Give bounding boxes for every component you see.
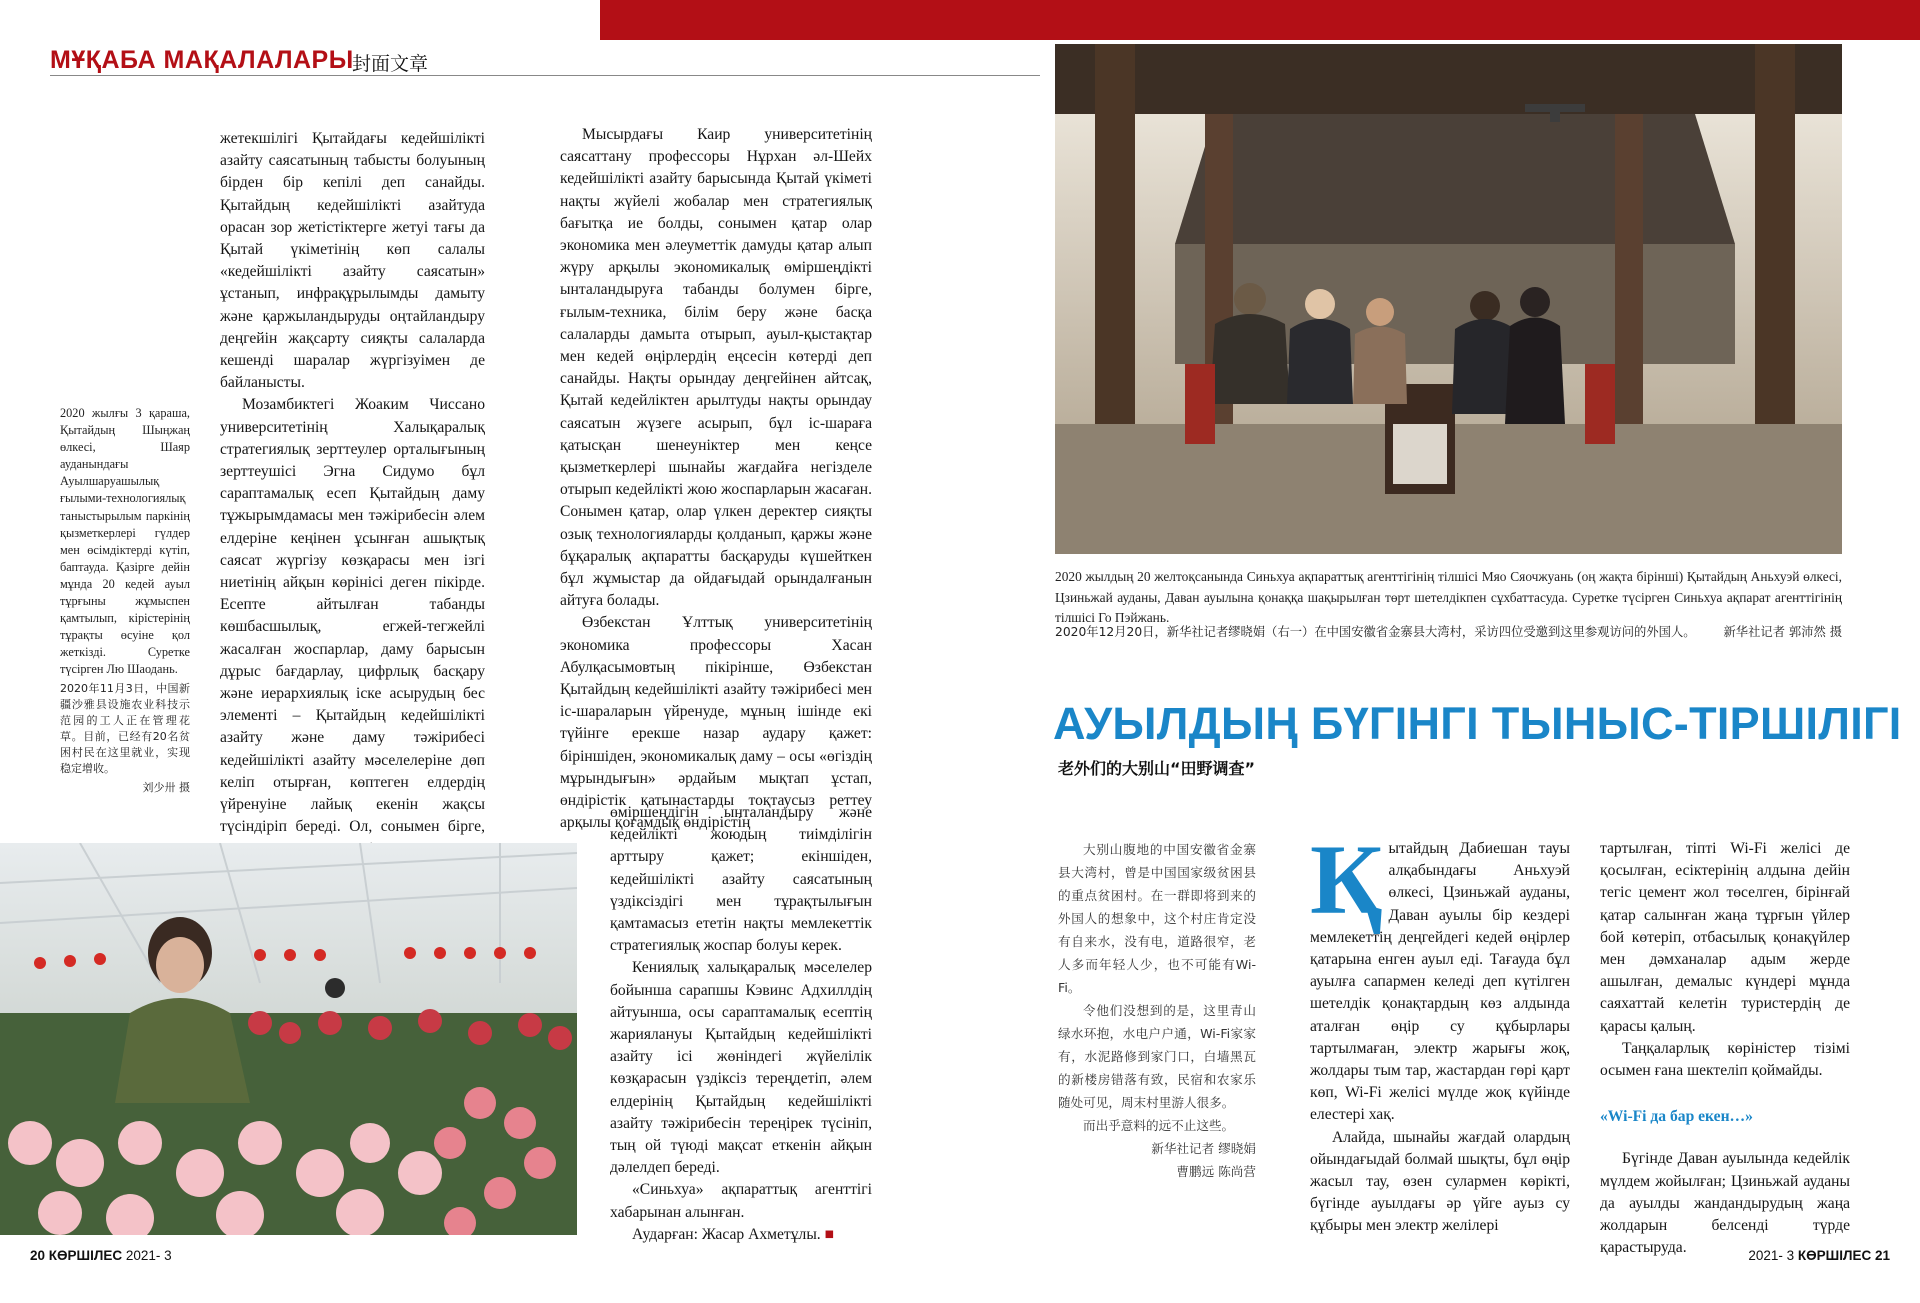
section-title: МҰҚАБА МАҚАЛАЛАРЫ xyxy=(50,46,354,74)
paragraph: Мозамбиктегі Жоаким Чиссано университетінің Халықаралық стратегиялық зерттеулер орталығының зерттеушісі Эгна Сидумо бұл сараптамалық есеп Қытайдың даму тұжырымдамасы мен тәжірибесін әлем елдеріне кеңінен ұсынған ашықтық саясат жүргізу көзқарасы мен ізгі ниетінің айқын көрінісі деген пікірде. Есепте айтылған табанды көшбасшылық, егжей-тегжейлі жасалған жоспарлар, даму барысын дұрыс бағдарлау, цифрлық басқару және иерархиялық іске асырудың бес элементі – Қытайдың кедейшілікті азайту және даму тәжірибесі кедейшілікті азайту мәселелеріне дөп келіп отырған, көптеген елдердің үйренуіне лайық екенін жақсы түсіндіріп береді. Ол, сонымен бірге, xyxy=(220,396,485,836)
issue-right: 2021- 3 xyxy=(1748,1248,1795,1263)
intro-paragraph: 大别山腹地的中国安徽省金寨县大湾村，曾是中国国家级贫困县的重点贫困村。在一群即将到来的外国人的想象中，这个村庄肯定没有自来水，没有电，道路很窄，老人多而年轻人少，也不可能有Wi-Fi。 xyxy=(1058,842,1256,995)
greenhouse-caption xyxy=(60,405,190,796)
intro-cn xyxy=(1058,838,1256,1183)
translator-line xyxy=(610,1224,872,1246)
column-subheading: «Wi-Fi да бар екен…» xyxy=(1600,1108,1753,1126)
header-accent-bar xyxy=(600,0,1920,40)
magazine-name-left: КӨРШІЛЕС xyxy=(48,1248,123,1263)
paragraph: Таңқаларлық көріністер тізімі осымен ғана шектеліп қоймайды. xyxy=(1600,1039,1850,1080)
intro-paragraph: 令他们没想到的是，这里青山绿水环抱，水电户户通，Wi-Fi家家有，水泥路修到家门口，白墙黑瓦的新楼房错落有致，民宿和农家乐随处可见，周末村里游人很多。 xyxy=(1058,1003,1256,1110)
caption-cn-credit: 新华社记者 郭沛然 摄 xyxy=(1723,625,1842,639)
article-subhead-cn: 老外们的大别山“田野调查” xyxy=(1058,759,1256,778)
caption-kz: 2020 жылғы 3 қараша, Қытайдың Шыңжаң өлкесі, Шаяр ауданындағы Ауылшаруашылық ғылыми-технологиялық таныстырылым паркінің қызметкерлері гүлдер мен өсімдіктерді күтіп, баптауда. Қазірге дейін мұнда 20 кедей ауыл тұрғыны жұмыспен қамтылып, кірістерінің тұрақты өсуіне қол жеткізді. Суретке түсірген Лю Шаодань. xyxy=(60,406,190,677)
paragraph: Кениялық халықаралық мәселелер бойынша сарапшы Кэвинс Адхиллдің айтуынша, осы сараптамалық есептің жариялануы Қытайдың кедейшілікті азайту ісі жөніндегі жүйелілік көзқарасын үздіксіз тереңдетіп, әлем елдерінің Қытайдың кедейшілікті азайту тәжірибесін тереңірек түсініп, тың ой түюді мақсат еткенін айқын дәлелдеп береді. xyxy=(610,959,872,1177)
greenhouse-flowers-photo xyxy=(0,843,577,1235)
magazine-name-right: КӨРШІЛЕС xyxy=(1797,1248,1872,1263)
paragraph: жетекшілігі Қытайдағы кедейшілікті азайту саясатының табысты болуының бірден бір кепілі деп санайды. Қытайдың кедейшілікті азайтуда орасан зор жетістіктерге жетуі тағы да Қытай үкіметінің көп салалы «кедейшілікті азайту саясатын» ұстанып, инфрақұрылымды дамыту және қаржыландыруды оңтайландыру деңгейін жақсарту сияқты салаларда кешенді шаралар жүргізуімен де байланысты. xyxy=(220,130,485,392)
paragraph: тартылған, тіпті Wi-Fi желісі де қосылған, есіктерінің алдына дейін тегіс цемент жол төселген, бірінғай қатар салынған жаңа тұрғын үйлер бой көтеріп, отбасылық қонақүйлер мен дәмханалар адым жерде ашылған, демалыс күндері мұнда саяхаттай келетін туристердің де қарасы қалың. xyxy=(1600,840,1850,1035)
footer-right xyxy=(1748,1248,1890,1263)
paragraph: Алайда, шынайы жағдай олардың ойындағыдай болмай шықты, бұл өңір жасыл тау, өзен сулармен көрікті, бүгінде ауылдағы әр үйге ауыз су құбыры мен электр желілері xyxy=(1310,1128,1570,1235)
paragraph: Бүгінде Даван ауылында кедейлік мүлдем жойылған; Цзиньжай ауданы да ауылды жандандырудың жаңа жолдарын белсенді түрде қарастыруда. xyxy=(1600,1150,1850,1257)
header-rule xyxy=(50,75,1040,76)
paragraph: Өзбекстан Ұлттық университетінің экономика профессоры Хасан Абулқасымовтың пікірінше, Өзбекстан Қытайдың кедейшілікті азайту тәжірибесі мен іс-шараларын үйренуде, мұның ішінде екі түйінге ерекше назар аудару қажет: біріншіден, экономикалық даму – осы «өгіздің мұрындығын» әрдайым мықтап ұстап, өндірістік қатынастарды тоқтаусыз реттеу арқылы қоғамдық өндірістің xyxy=(560,614,872,832)
paragraph: өміршеңдігін ынталандыру және кедейлікті жоюдың тиімділігін арттыру қажет; екіншіден, кедейшілікті азайту саясатының үздіксіздігі мен тұрақтылығын қамтамасыз ететін нақты мемлекеттік стратегиялық жоспар болуы керек. xyxy=(610,804,872,955)
drop-cap: Қ xyxy=(1310,824,1383,935)
courtyard-illustration xyxy=(1055,44,1842,554)
footer-left xyxy=(30,1248,172,1263)
source-note: «Синьхуа» ақпараттық агенттігі хабарынан алынған. xyxy=(610,1181,872,1221)
courtyard-caption-kz: 2020 жылдың 20 желтоқсанында Синьхуа ақпараттық агенттігінің тілшісі Мяо Сяочжуань (оң жақта бірінші) Қытайдың Аньхуэй өлкесі, Цзиньжай ауданы, Даван ауылына қонаққа шақырылған төрт шетелдікпен сұхбаттасуда. Суретке түсірген Синьхуа ақпарат агенттігінің тілшісі Го Пэйжань. xyxy=(1055,569,1842,625)
article-headline: АУЫЛДЫҢ БҮГІНГІ ТЫНЫС-ТІРШІЛІГІ xyxy=(1053,698,1902,749)
article-column-3 xyxy=(1310,824,1570,1238)
paragraph: Мысырдағы Каир университетінің саясаттану профессоры Нұрхан әл-Шейх кедейшілікті азайту барысында Қытай үкіметі нақты жүйелі жобалар мен стратегиялық бағытқа ие болды, сонымен қатар олар экономика мен әлеуметтік дамуды қатар алып жүру арқылы экономикалық өміршеңдікті ынталандыруға табанды болумен бірге, ғылым-техника, білім беру және басқа салаларды дамыта отырып, ауыл-қыстақтар мен кедей өңірлердің еңсесін көтерді деп санайды. Нақты орындау деңгейінен айтсақ, Қытай кедейліктен арылтуды нақты орындау саясатын жүзеге асырып, бұл іс-шараға қатысқан шенеуніктер мен кеңсе қызметкерлері шынайы жағдайға негізделе отырып кедейлікті жою жоспарларын жасаған. Сонымен қатар, олар үлкен деректер сияқты озық технологияларды қолданып, қаржы және бұқаралық ақпаратты басқаруды күшейткен бұл жұмыстар да ойдағыдай орындалғанын айтуға болады. xyxy=(560,126,872,610)
courtyard-caption-cn xyxy=(1055,622,1842,640)
page-number-left: 20 xyxy=(30,1248,46,1263)
lead-text: ытайдың Дабиешан тауы алқабындағы Аньхуэй өлкесі, Цзиньжай ауданы, Даван ауылы бір кездері мемлекеттің деңгейдегі кедей өңірлер қатарына енген ауыл еді. Тағауда бұл ауылға сапармен келеді деп күтілген шетелдік қонақтардың көз алдында аталған өңір су құбырлары тартылмаған, электр жарығы жоқ, жолдары тым тар, жастардан гөрі қарт көп, Wi-Fi желісі мүлде жоқ күйінде елестері хақ. xyxy=(1310,840,1570,1124)
article-column-4 xyxy=(1600,838,1850,1259)
end-mark: ■ xyxy=(824,1225,835,1243)
caption-credit: 刘少卅 摄 xyxy=(142,780,190,794)
intro-paragraph: 而出乎意料的远不止这些。 xyxy=(1083,1118,1235,1133)
issue-left: 2021- 3 xyxy=(125,1248,172,1263)
byline-2: 曹鹏远 陈尚营 xyxy=(1176,1164,1256,1179)
lead-paragraph xyxy=(1310,824,1570,1127)
caption-cn-text: 2020年12月20日，新华社记者缪晓娟（右一）在中国安徽省金寨县大湾村，采访四位受邀到这里参观访问的外国人。 xyxy=(1055,625,1696,639)
byline-1: 新华社记者 缪晓娟 xyxy=(1151,1141,1256,1156)
translator-text: Аударған: Жасар Ахметұлы. xyxy=(632,1225,821,1243)
caption-cn: 2020年11月3日，中国新疆沙雅县设施农业科技示范园的工人正在管理花草。目前，已经有20名贫困村民在这里就业，实现稳定增收。 xyxy=(60,681,190,775)
section-title-cn: 封面文章 xyxy=(352,53,429,75)
article-column-2-continued xyxy=(610,802,872,1246)
page-number-right: 21 xyxy=(1874,1248,1890,1263)
courtyard-interview-photo xyxy=(1055,44,1842,554)
greenhouse-illustration xyxy=(0,843,577,1235)
article-column-2 xyxy=(560,124,872,835)
